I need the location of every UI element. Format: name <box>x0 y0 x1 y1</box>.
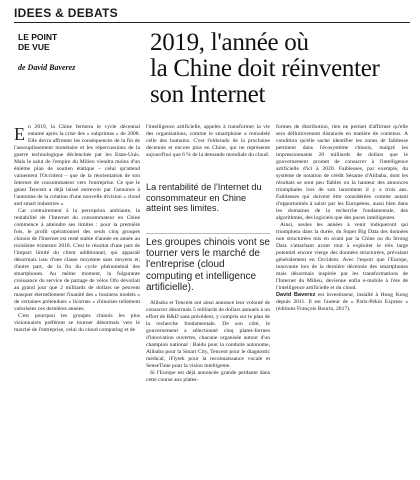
kicker-line-1: LE POINT <box>18 32 58 42</box>
pull-quote-divider <box>146 233 270 234</box>
body-column-2-bottom <box>146 300 270 384</box>
bio-text: est investisseur, installé à Hong Kong depuis 2011. Il est l'auteur de « Paris-Pékin Express » (éditions François Bourin, 2017). <box>276 292 408 312</box>
paragraph: l'intelligence artificielle, appelés à transformer la vie des organisations, comme le smartphone a remodelé celle des humains. C'est l'eldorado de la prochaine décennie et encore plus en Chine, qui ne représente aujourd'hui que 6 % de la demande mondiale du cloud. <box>146 124 270 158</box>
header-rule <box>14 22 410 23</box>
headline-line-3: son Internet <box>150 81 266 108</box>
paragraph: n 2019, la Chine fermera le cycle décennal entamé après la crise des « subprimes » de 2008. Elle devra affronter les conséquences de la fin de l'assouplissement monétaire et les répercussions de la guerre technologique déclenchée par les Etats-Unis. Mais le salut de l'empire du Milieu viendra moins d'un énième plan de soutien étatique – celui qu'attend vainement l'Occident – que de la réorientation de son Internet de consommateur vers l'entreprise. Ce que le géant Tencent a déjà laissé entrevoir par l'annonce à l'automne de la création d'une nouvelle division « cloud and smart industries ». <box>14 124 140 207</box>
drop-cap: E <box>14 124 25 144</box>
paragraph: Ainsi, seules les années à venir indiqueront qui triomphera dans la durée, du Super Big Data des données non structurées mis en avant par la Chine ou du Strong Data s'attachant avant tout à exploiter le très large potentiel encore vierge des données structurées, prévalant généralement en Occident. Avec l'espoir que l'Europe, innovante lors de la dernière décennie des smartphones mais désormais inspirée par les transformations de l'Internet du Milieu, devienne enfin e-mobile à l'ère de l'intelligence artificielle et du cloud. <box>276 222 408 291</box>
body-column-2-top <box>146 124 270 159</box>
headline-line-2: la Chine doit réinventer <box>150 55 380 82</box>
article-headline <box>150 30 412 108</box>
headline-line-1: 2019, l'année où <box>150 29 309 56</box>
rubric-kicker <box>18 32 118 52</box>
pull-quote-2: Les groupes chinois vont se tourner vers le marché de l'entreprise (cloud computing et intelligence artificielle). <box>146 237 270 293</box>
section-title: IDEES & DEBATS <box>14 6 118 20</box>
kicker-line-2: DE VUE <box>18 42 50 52</box>
paragraph: Car contrairement à la perception ambiante, la rentabilité de l'Internet du consommateur en Chine commence à atteindre ses limites : pour la première fois, le profit opérationnel des seuls cinq groupes chinois de l'Internet est resté stable d'année en année au troisième trimestre 2018. C'est le résultat d'une part de l'impact limité du client additionnel, qui apparaît désormais issu d'une classe moyenne sans moyens et, d'autre part, de la fin du cycle phénoménal des smartphones. Au même moment, la fulgurante croissance du service de partage de vélos Ofo dévoilait au grand jour que 2 milliards de dollars ne peuvent masquer éternellement l'inanité des « business models » de certaines prétendues « licornes » chinoises tellement valorisées ces dernières années. <box>14 208 140 312</box>
paragraph: formes de distribution, rien ne permet d'affirmer qu'elle sera définitivement distancée en matière de contenus. A condition qu'elle sache identifier les zones de faiblesse pertinent dans l'écosystème chinois, malgré les impressionnants 20 milliards de dollars que le gouvernement promet de consacrer à l'intelligence artificielle d'ici à 2020. Faiblesses, par exemple, du système de notation de crédit Sésame d'Alibaba, dont les résultats se sont peu fiables ou la hauteur des annonces triomphales lors de son lancement il y a trois ans. Faiblesses qui doivent être considérées comme autant d'opportunités à saisir par les Européens, aussi bien dans les domaines de la recherche fondamentale, des algorithmes, des logiciels que des puces intelligentes. <box>276 124 408 221</box>
pull-quote-1: La rentabilité de l'Internet du consommateur en Chine atteint ses limites. <box>146 182 262 213</box>
body-column-3 <box>276 124 408 313</box>
paragraph: C'est pourquoi les groupes chinois les plus visionnaires préfèrent se tourner désormais vers le marché de l'entreprise, celui du cloud computing et de <box>14 313 140 333</box>
paragraph: Si l'Europe est déjà annoncée grande perdante dans cette course aux plates- <box>146 370 270 383</box>
bio-name: David Baverez <box>276 292 316 298</box>
author-byline: de David Baverez <box>18 63 76 72</box>
paragraph: Alibaba et Tencent ont ainsi annoncé leur volonté de consacrer désormais 5 milliards de dollars annuels à un effort de R&D sans précédent, y compris sur le plan de la recherche fondamentale. De son côté, le gouvernement a sélectionné cinq plates-formes d'innovation ouvertes, chacune organisée autour d'un champion national : Baidu pour la conduite autonome, Alibaba pour la Smart City, Tencent pour le diagnostic médical, iFlytek pour la reconnaissance vocale et SenseTime pour la vision intelligente. <box>146 300 270 369</box>
author-bio <box>276 292 408 313</box>
body-column-1 <box>14 124 140 334</box>
